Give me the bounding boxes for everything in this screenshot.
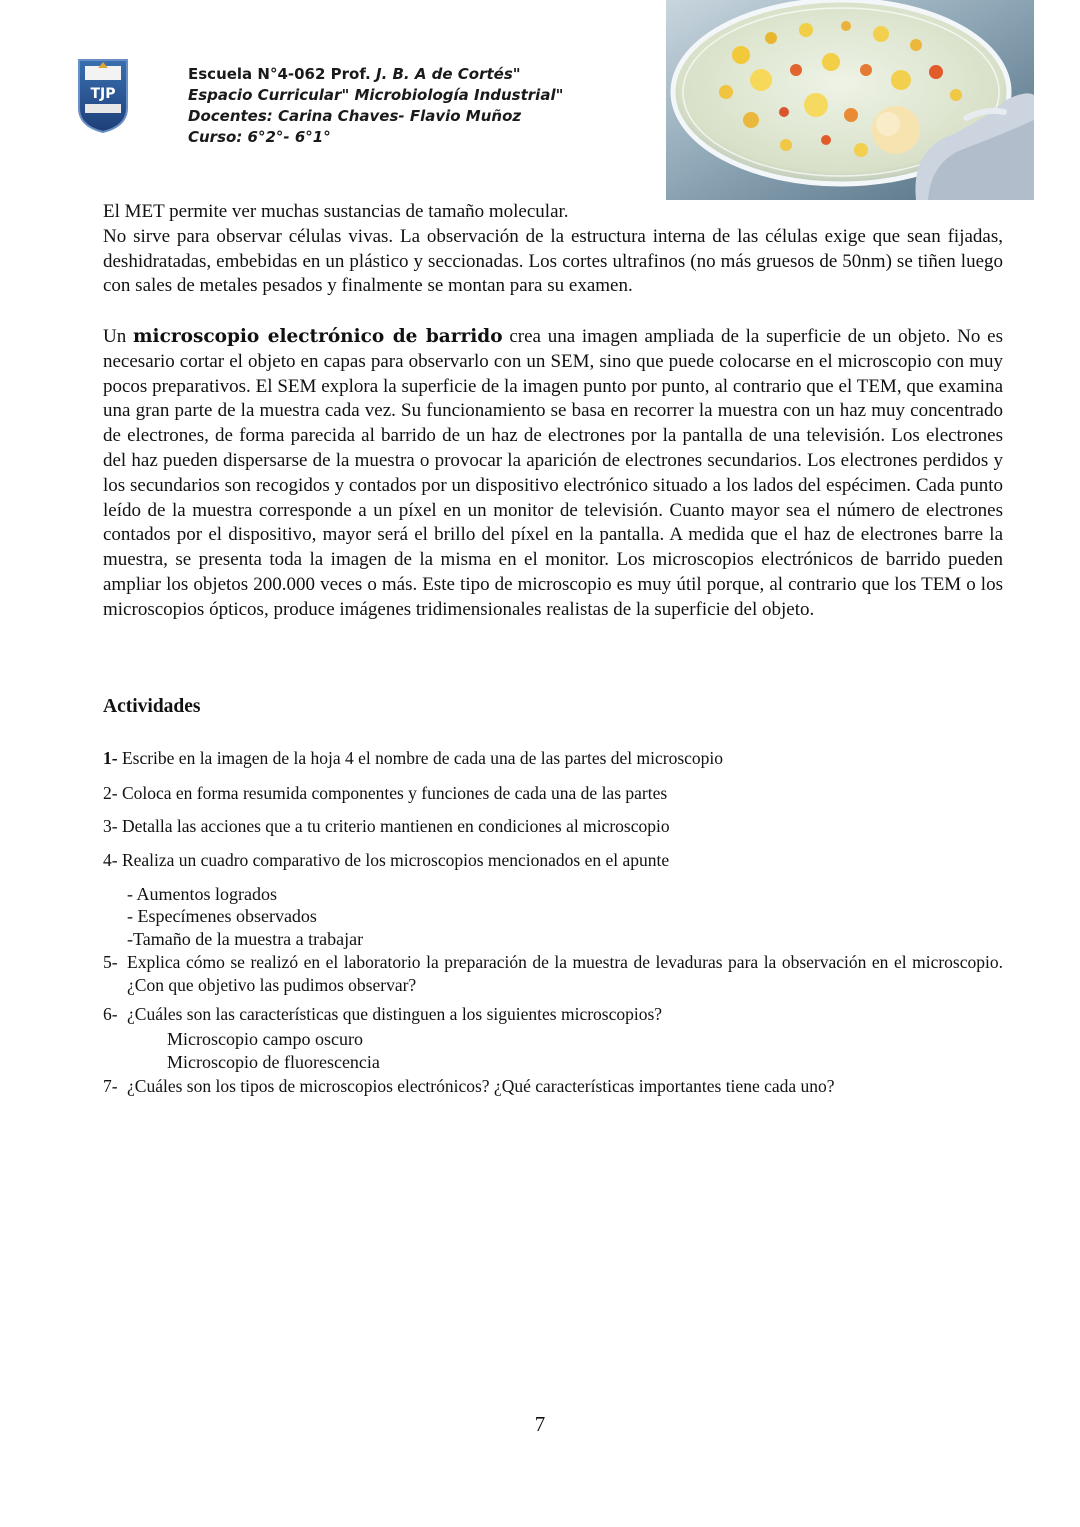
activity-2: 2- Coloca en forma resumida componentes y funciones de cada una de las partes — [103, 783, 668, 803]
activity-4-sub-1: - Aumentos logrados — [127, 884, 277, 904]
paragraph-met-body: No sirve para observar células vivas. La observación de la estructura interna de las células exige que sean fijadas, deshidratadas, embebidas en un plástico y seccionadas. Los cortes ultrafinos (no más gruesos de 50nm) se tiñen luego con sales de metales pesados y finalmente se montan para su examen. — [103, 225, 1003, 297]
paragraph-met-intro: El MET permite ver muchas sustancias de tamaño molecular. — [103, 201, 569, 222]
activity-3: 3- Detalla las acciones que a tu criterio mantienen en condiciones al microscopio — [103, 816, 670, 836]
school-logo-icon — [76, 56, 130, 134]
activity-1: 1- Escribe en la imagen de la hoja 4 el nombre de cada una de las partes del microscopio — [103, 748, 724, 768]
activity-4-sub-3: -Tamaño de la muestra a trabajar — [127, 929, 364, 949]
petri-dish-photo — [666, 0, 1034, 200]
activity-6-sub-2: Microscopio de fluorescencia — [167, 1052, 380, 1072]
svg-text:TJP: TJP — [90, 86, 116, 102]
activity-4-sub-2: - Especímenes observados — [127, 906, 317, 926]
header-text-block — [188, 64, 563, 148]
page-number: 7 — [534, 1412, 546, 1436]
activities-heading: Actividades — [103, 696, 201, 717]
teachers: Docentes: Carina Chaves- Flavio Muñoz — [188, 107, 522, 125]
sem-term: microscopio electrónico de barrido — [132, 326, 503, 347]
paragraph-met — [103, 200, 1003, 299]
document-header — [76, 56, 636, 146]
course: Curso: 6°2°- 6°1° — [188, 128, 331, 146]
curricular-space: Espacio Curricular" Microbiología Industrial" — [188, 86, 564, 104]
school-name: Escuela N°4-062 Prof. J. B. A de Cortés" — [188, 65, 521, 83]
activity-6-sub-1: Microscopio campo oscuro — [167, 1029, 363, 1049]
activity-4: 4- Realiza un cuadro comparativo de los microscopios mencionados en el apunte — [103, 850, 670, 870]
paragraph-sem: Un microscopio electrónico de barrido crea una imagen ampliada de la superficie de un objeto. No es necesario cortar el objeto en capas para observarlo con un SEM, sino que puede colocarse en el microscopio con muy pocos preparativos. El SEM explora la superficie de la imagen punto por punto, al contrario que el TEM, que examina una gran parte de la muestra cada vez. Su funcionamiento se basa en recorrer la muestra con un haz muy concentrado de electrones, de forma parecida al barrido de un haz de electrones por la pantalla de una televisión. Los electrones del haz pueden dispersarse de la muestra o provocar la aparición de electrones secundarios. Los electrones perdidos y los secundarios son recogidos y contados por un dispositivo electrónico situado a los lados del espécimen. Cada punto leído de la muestra corresponde a un píxel en un monitor de televisión. Cuanto mayor sea el número de electrones contados por el dispositivo, mayor será el brillo del píxel en la pantalla. A medida que el haz de electrones barre la muestra, se presenta toda la imagen de la misma en el monitor. Los microscopios electrónicos de barrido pueden ampliar los objetos 200.000 veces o más. Este tipo de microscopio es muy útil porque, al contrario que los TEM o los microscopios ópticos, produce imágenes tridimensionales realistas de la superficie del objeto. — [103, 326, 1003, 620]
